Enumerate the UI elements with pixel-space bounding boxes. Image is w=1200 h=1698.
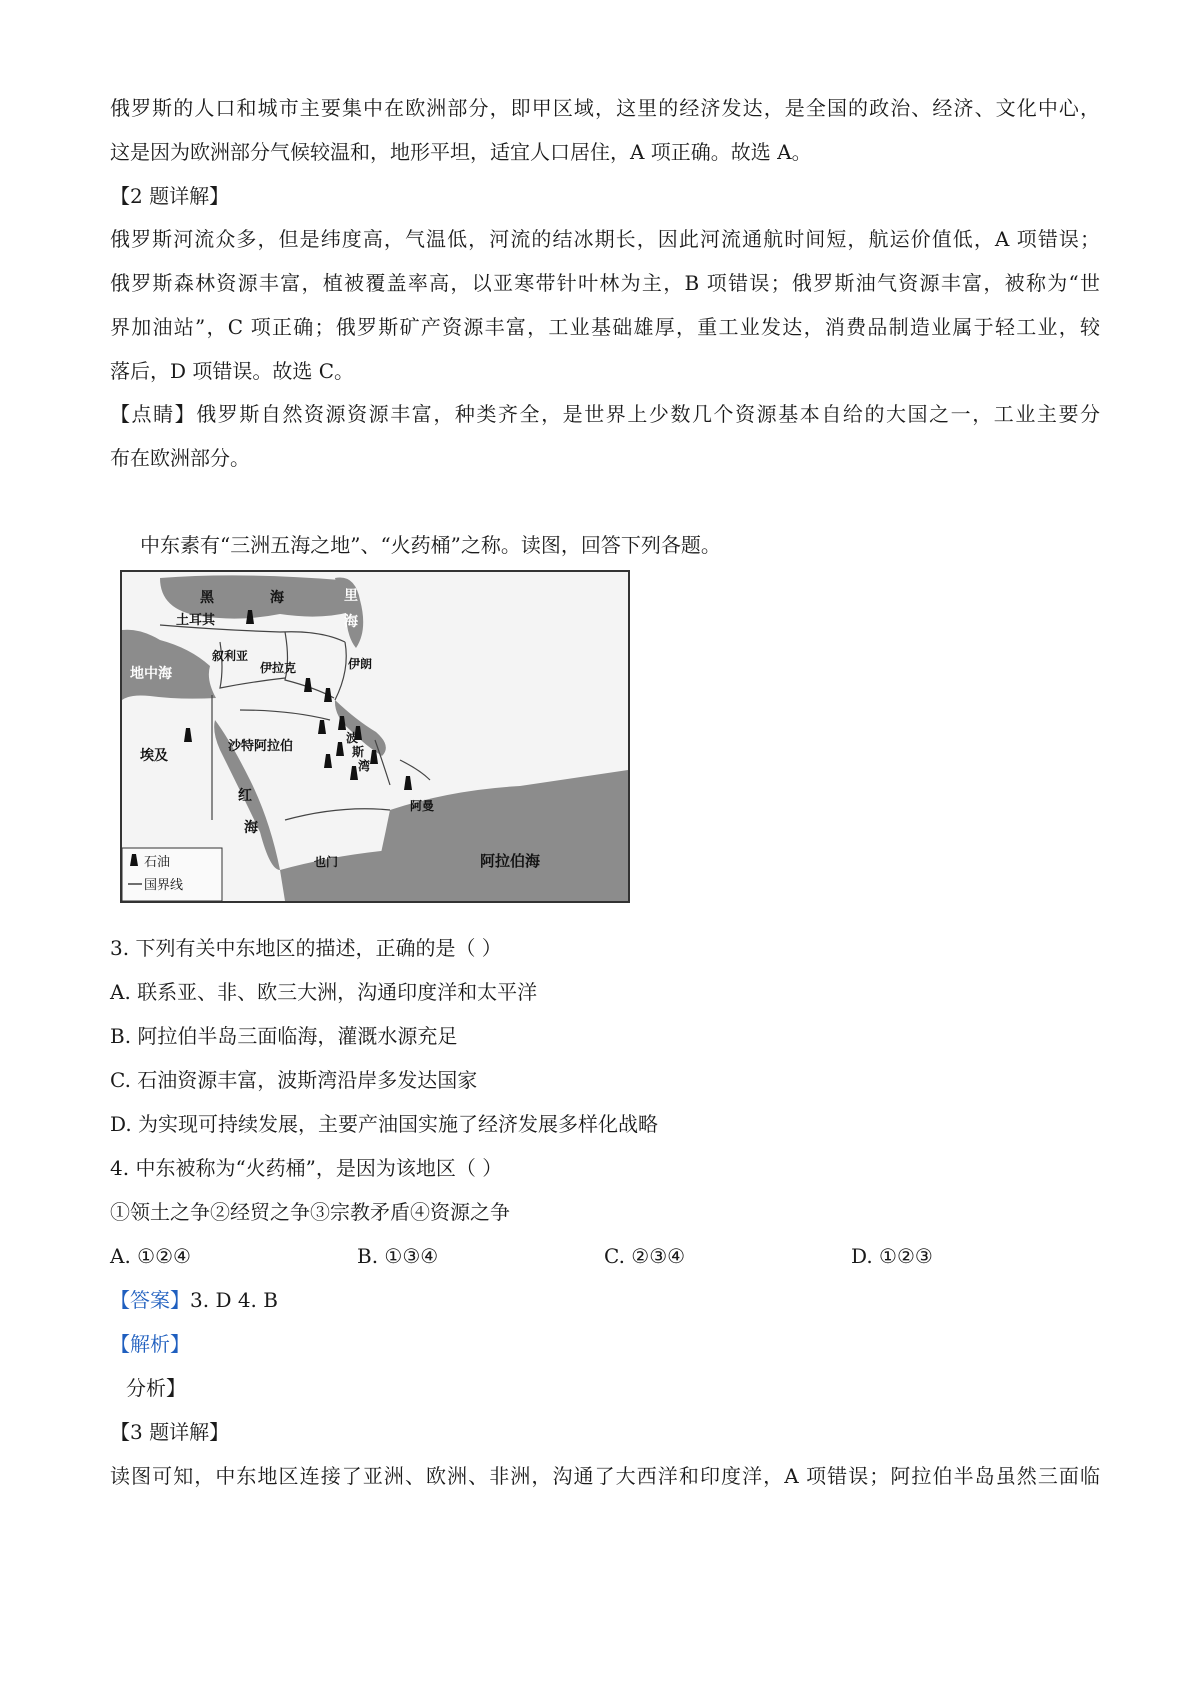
para-line: 布在欧洲部分。	[110, 446, 250, 470]
legend-oil-label: 石油	[144, 855, 171, 870]
label-red-sea-2: 海	[244, 820, 258, 836]
q3-option-c: C. 石油资源丰富，波斯湾沿岸多发达国家	[110, 1068, 478, 1092]
para-line: 落后，D 项错误。故选 C。	[110, 359, 355, 383]
label-persian: 波	[346, 731, 359, 745]
label-caspian: 里	[344, 588, 358, 604]
question-lead: 中东素有“三洲五海之地”、“火药桶”之称。读图，回答下列各题。	[140, 533, 721, 557]
para-line: 这是因为欧洲部分气候较温和，地形平坦，适宜人口居住，A 项正确。故选 A。	[110, 140, 812, 164]
legend-border-label: 国界线	[144, 878, 184, 893]
label-black-sea: 黑	[200, 590, 214, 606]
label-iraq: 伊拉克	[260, 661, 297, 675]
label-arabian-sea: 阿拉伯海	[480, 852, 541, 870]
para-line: 【点睛】俄罗斯自然资源资源丰富，种类齐全，是世界上少数几个资源基本自给的大国之一，工业主要分	[110, 402, 1100, 426]
q3-option-d: D. 为实现可持续发展，主要产油国实施了经济发展多样化战略	[110, 1112, 659, 1136]
label-red-sea: 红	[238, 788, 252, 804]
para-line: 界加油站”，C 项正确；俄罗斯矿产资源丰富，工业基础雄厚，重工业发达，消费品制造业属于轻工业，较	[110, 315, 1100, 339]
para-line: 俄罗斯的人口和城市主要集中在欧洲部分，即甲区域，这里的经济发达，是全国的政治、经济、文化中心，	[110, 96, 1100, 120]
label-persian-2: 斯	[352, 745, 365, 759]
q4-statements: ①领土之争②经贸之争③宗教矛盾④资源之争	[110, 1200, 510, 1224]
q4-option-a: A. ①②④	[110, 1244, 191, 1268]
label-persian-3: 湾	[358, 759, 371, 773]
q4-option-b: B. ①③④	[357, 1244, 439, 1268]
label-oman: 阿曼	[410, 799, 435, 813]
q3-option-b: B. 阿拉伯半岛三面临海，灌溉水源充足	[110, 1024, 458, 1048]
label-black-sea-2: 海	[270, 590, 284, 606]
question-4: 4. 中东被称为“火药桶”，是因为该地区（ ）	[110, 1156, 503, 1180]
analysis-label: 【解析】	[110, 1332, 190, 1356]
q4-option-d: D. ①②③	[851, 1244, 933, 1268]
section-heading: 【2 题详解】	[110, 184, 230, 208]
para-line: 俄罗斯河流众多，但是纬度高，气温低，河流的结冰期长，因此河流通航时间短，航运价值低，A 项错误；	[110, 227, 1100, 251]
label-caspian-2: 海	[344, 614, 358, 630]
label-egypt: 埃及	[140, 748, 168, 764]
analysis-line: 读图可知，中东地区连接了亚洲、欧洲、非洲，沟通了大西洋和印度洋，A 项错误；阿拉伯半岛虽然三面临	[110, 1464, 1100, 1488]
label-mediterranean: 地中海	[130, 666, 172, 682]
para-line: 俄罗斯森林资源丰富，植被覆盖率高，以亚寒带针叶林为主，B 项错误；俄罗斯油气资源丰富，被称为“世	[110, 271, 1100, 295]
label-turkey: 土耳其	[176, 613, 216, 628]
section-heading-3: 【3 题详解】	[110, 1420, 230, 1444]
label-yemen: 也门	[314, 855, 339, 869]
answer-text: 3. D 4. B	[190, 1288, 278, 1312]
label-saudi: 沙特阿拉伯	[228, 739, 294, 754]
analysis-sub: 分析】	[126, 1376, 186, 1400]
question-3: 3. 下列有关中东地区的描述，正确的是（ ）	[110, 936, 502, 960]
answer-line	[110, 1287, 1100, 1313]
q4-option-c: C. ②③④	[604, 1244, 686, 1268]
answer-label: 【答案】	[110, 1288, 190, 1312]
middle-east-map	[120, 570, 630, 903]
label-syria: 叙利亚	[212, 649, 249, 663]
q3-option-a: A. 联系亚、非、欧三大洲，沟通印度洋和太平洋	[110, 980, 538, 1004]
label-iran: 伊朗	[348, 657, 373, 671]
map-legend	[122, 848, 222, 901]
